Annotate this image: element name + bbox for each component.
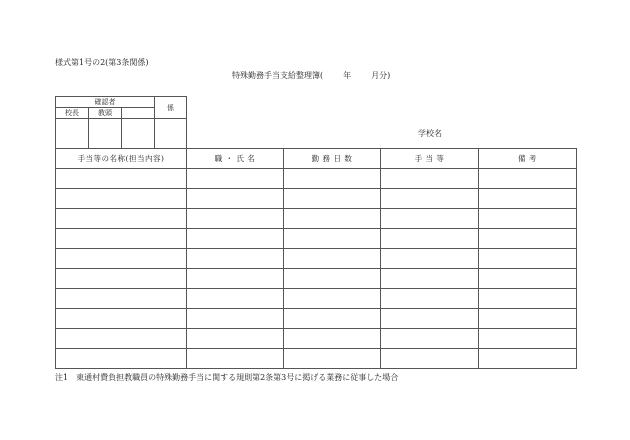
vice-principal-seal-cell[interactable]	[89, 119, 122, 149]
cell-position-name[interactable]	[187, 349, 284, 369]
cell-work-days[interactable]	[284, 329, 381, 349]
confirmer-blank-header	[122, 108, 155, 119]
cell-position-name[interactable]	[187, 249, 284, 269]
principal-seal-cell[interactable]	[56, 119, 89, 149]
cell-position-name[interactable]	[187, 329, 284, 349]
header-allowance: 手 当 等	[381, 149, 479, 169]
cell-allowance-name[interactable]	[56, 189, 187, 209]
cell-allowance[interactable]	[381, 289, 479, 309]
cell-allowance[interactable]	[381, 329, 479, 349]
cell-allowance-name[interactable]	[56, 249, 187, 269]
principal-header: 校長	[56, 108, 89, 119]
cell-remarks[interactable]	[479, 309, 577, 329]
header-remarks: 備 考	[479, 149, 577, 169]
form-number-label: 様式第1号の2(第3条関係)	[55, 58, 149, 67]
cell-work-days[interactable]	[284, 229, 381, 249]
table-row	[56, 309, 577, 329]
title-main: 特殊勤務手当支給整理簿(	[232, 71, 324, 80]
cell-allowance[interactable]	[381, 189, 479, 209]
cell-allowance-name[interactable]	[56, 349, 187, 369]
table-row	[56, 349, 577, 369]
cell-remarks[interactable]	[479, 289, 577, 309]
cell-remarks[interactable]	[479, 269, 577, 289]
cell-remarks[interactable]	[479, 209, 577, 229]
cell-allowance-name[interactable]	[56, 169, 187, 189]
cell-remarks[interactable]	[479, 249, 577, 269]
title-year: 年	[343, 71, 352, 80]
cell-remarks[interactable]	[479, 329, 577, 349]
cell-allowance-name[interactable]	[56, 329, 187, 349]
cell-position-name[interactable]	[187, 229, 284, 249]
table-row	[56, 249, 577, 269]
cell-position-name[interactable]	[187, 169, 284, 189]
cell-remarks[interactable]	[479, 349, 577, 369]
document-title	[232, 70, 390, 81]
cell-position-name[interactable]	[187, 269, 284, 289]
cell-work-days[interactable]	[284, 289, 381, 309]
cell-allowance[interactable]	[381, 269, 479, 289]
table-row	[56, 269, 577, 289]
clerk-header: 係	[155, 97, 187, 119]
cell-work-days[interactable]	[284, 249, 381, 269]
cell-allowance-name[interactable]	[56, 209, 187, 229]
cell-remarks[interactable]	[479, 169, 577, 189]
cell-allowance[interactable]	[381, 249, 479, 269]
cell-position-name[interactable]	[187, 289, 284, 309]
school-name-label: 学校名	[418, 129, 442, 138]
header-work-days: 勤 務 日 数	[284, 149, 381, 169]
title-month: 月分)	[371, 71, 391, 80]
confirmer-blank-seal-cell[interactable]	[122, 119, 155, 149]
cell-position-name[interactable]	[187, 309, 284, 329]
table-row	[56, 289, 577, 309]
cell-allowance[interactable]	[381, 169, 479, 189]
cell-allowance-name[interactable]	[56, 229, 187, 249]
cell-work-days[interactable]	[284, 349, 381, 369]
cell-remarks[interactable]	[479, 189, 577, 209]
cell-allowance-name[interactable]	[56, 269, 187, 289]
cell-work-days[interactable]	[284, 189, 381, 209]
table-row	[56, 209, 577, 229]
confirmer-header: 確認者	[56, 97, 155, 108]
cell-allowance[interactable]	[381, 349, 479, 369]
table-row	[56, 329, 577, 349]
allowance-table	[55, 148, 577, 369]
header-allowance-name: 手当等の名称(担当内容)	[56, 149, 187, 169]
cell-allowance-name[interactable]	[56, 309, 187, 329]
cell-position-name[interactable]	[187, 209, 284, 229]
confirmer-box	[55, 96, 187, 149]
cell-work-days[interactable]	[284, 169, 381, 189]
clerk-seal-cell[interactable]	[155, 119, 187, 149]
table-row	[56, 169, 577, 189]
table-row	[56, 189, 577, 209]
cell-allowance[interactable]	[381, 209, 479, 229]
table-row	[56, 229, 577, 249]
cell-position-name[interactable]	[187, 189, 284, 209]
cell-allowance-name[interactable]	[56, 289, 187, 309]
cell-allowance[interactable]	[381, 309, 479, 329]
cell-work-days[interactable]	[284, 269, 381, 289]
cell-allowance[interactable]	[381, 229, 479, 249]
table-header-row	[56, 149, 577, 169]
cell-remarks[interactable]	[479, 229, 577, 249]
cell-work-days[interactable]	[284, 309, 381, 329]
vice-principal-header: 教頭	[89, 108, 122, 119]
footnote: 注1 東通村費負担教職員の特殊勤務手当に関する規則第2条第3号に掲げる業務に従事した場合	[55, 373, 399, 382]
cell-work-days[interactable]	[284, 209, 381, 229]
header-position-name: 職 ・ 氏 名	[187, 149, 284, 169]
